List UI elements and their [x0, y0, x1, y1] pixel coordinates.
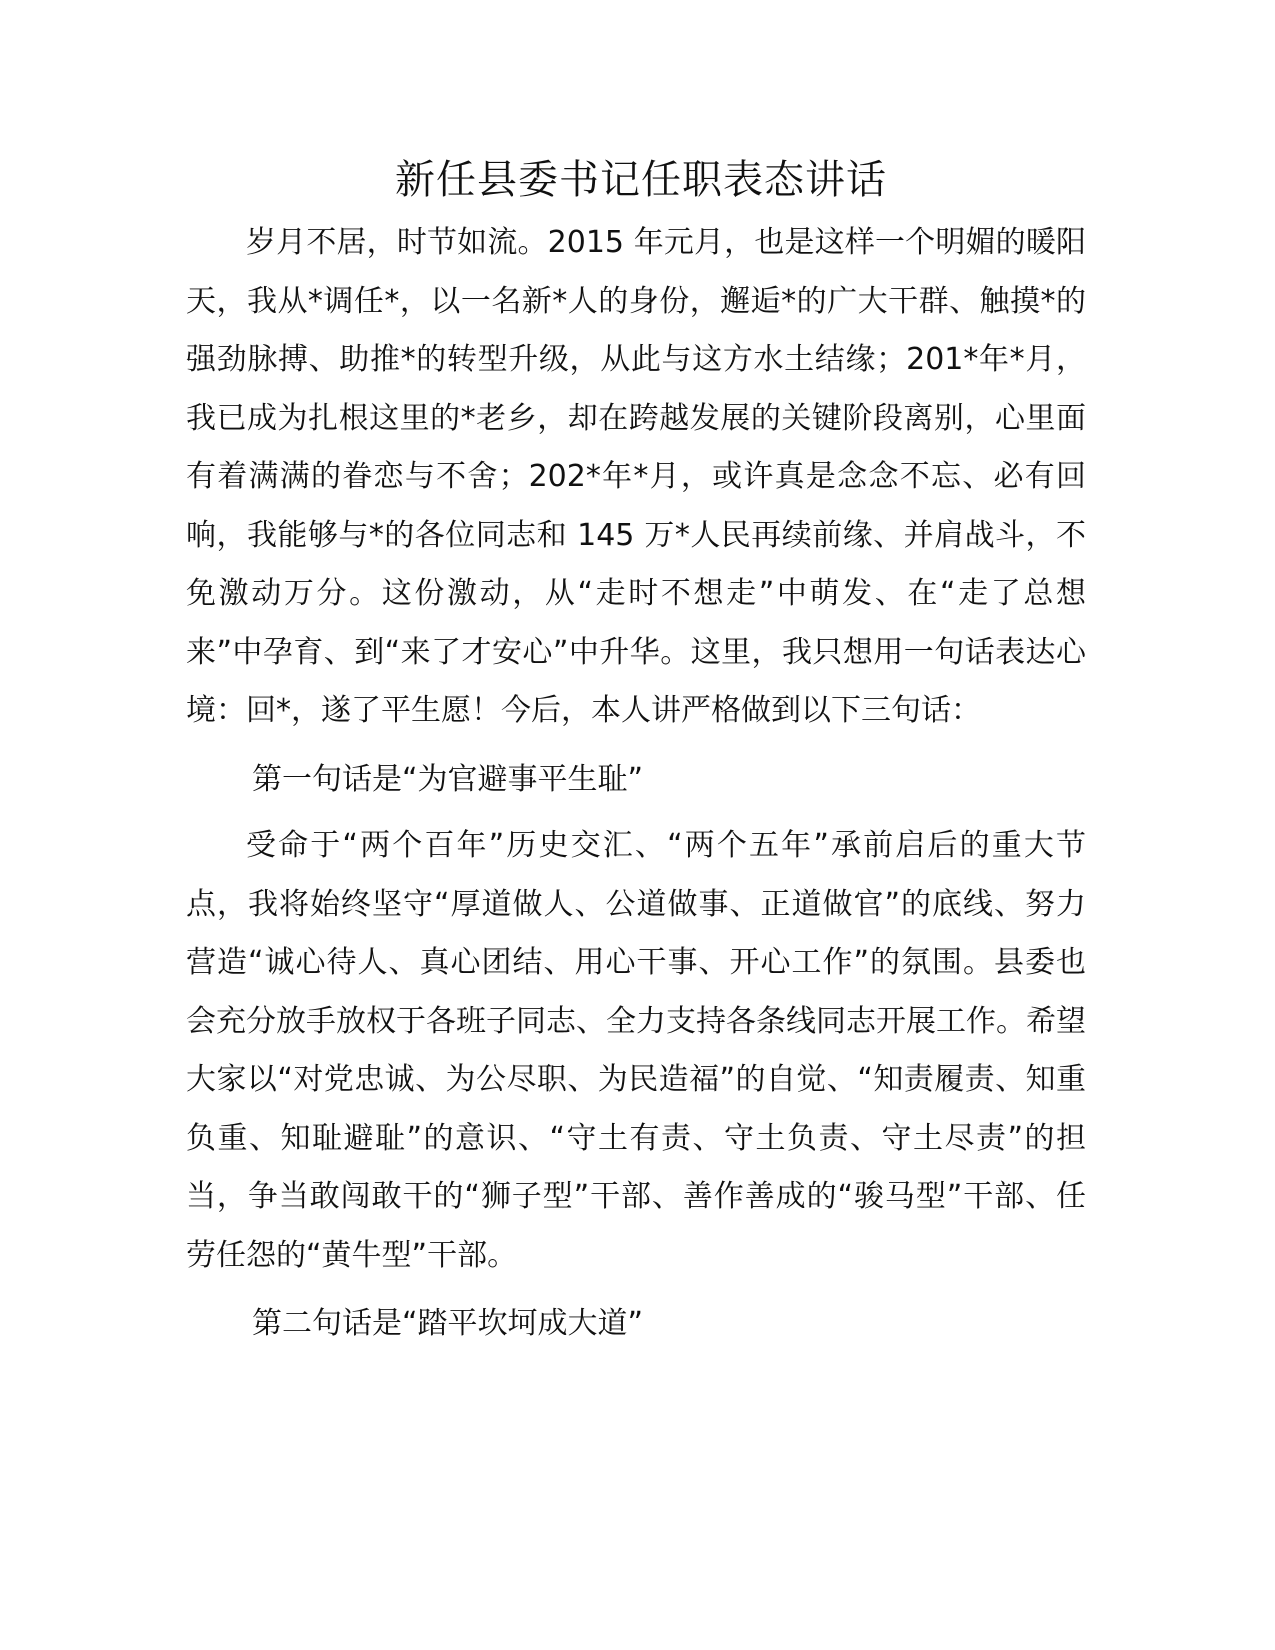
document-title: 新任县委书记任职表态讲话 [395, 157, 887, 203]
paragraph-intro: 岁月不居，时节如流。2015 年元月，也是这样一个明媚的暖阳天，我从*调任*，以一名新*人的身份，邂逅*的广大干群、触摸*的强劲脉搏、助推*的转型升级，从此与这方水土结缘；201*年*月，我已成为扎根这里的*老乡，却在跨越发展的关键阶段离别，心里面有着满满的眷恋与不舍；202*年*月，或许真是念念不忘、必有回响，我能够与*的各位同志和 145 万*人民再续前缘、并肩战斗，不免激动万分。这份激动，从“走时不想走”中萌发、在“走了总想来”中孕育、到“来了才安心”中升华。这里，我只想用一句话表达心境：回*，遂了平生愿！今后，本人讲严格做到以下三句话： [186, 225, 1086, 728]
paragraph-section-1: 受命于“两个百年”历史交汇、“两个五年”承前启后的重大节点，我将始终坚守“厚道做人、公道做事、正道做官”的底线、努力营造“诚心待人、真心团结、用心干事、开心工作”的氛围。县委也会充分放手放权于各班子同志、全力支持各条线同志开展工作。希望大家以“对党忠诚、为公尽职、为民造福”的自觉、“知责履责、知重负重、知耻避耻”的意识、“守土有责、守土负责、守土尽责”的担当，争当敢闯敢干的“狮子型”干部、善作善成的“骏马型”干部、任劳任怨的“黄牛型”干部。 [186, 828, 1086, 1273]
section-heading-2: 第二句话是“踏平坎坷成大道” [252, 1306, 644, 1341]
section-heading-1: 第一句话是“为官避事平生耻” [252, 761, 644, 797]
document-body [186, 146, 1086, 1362]
